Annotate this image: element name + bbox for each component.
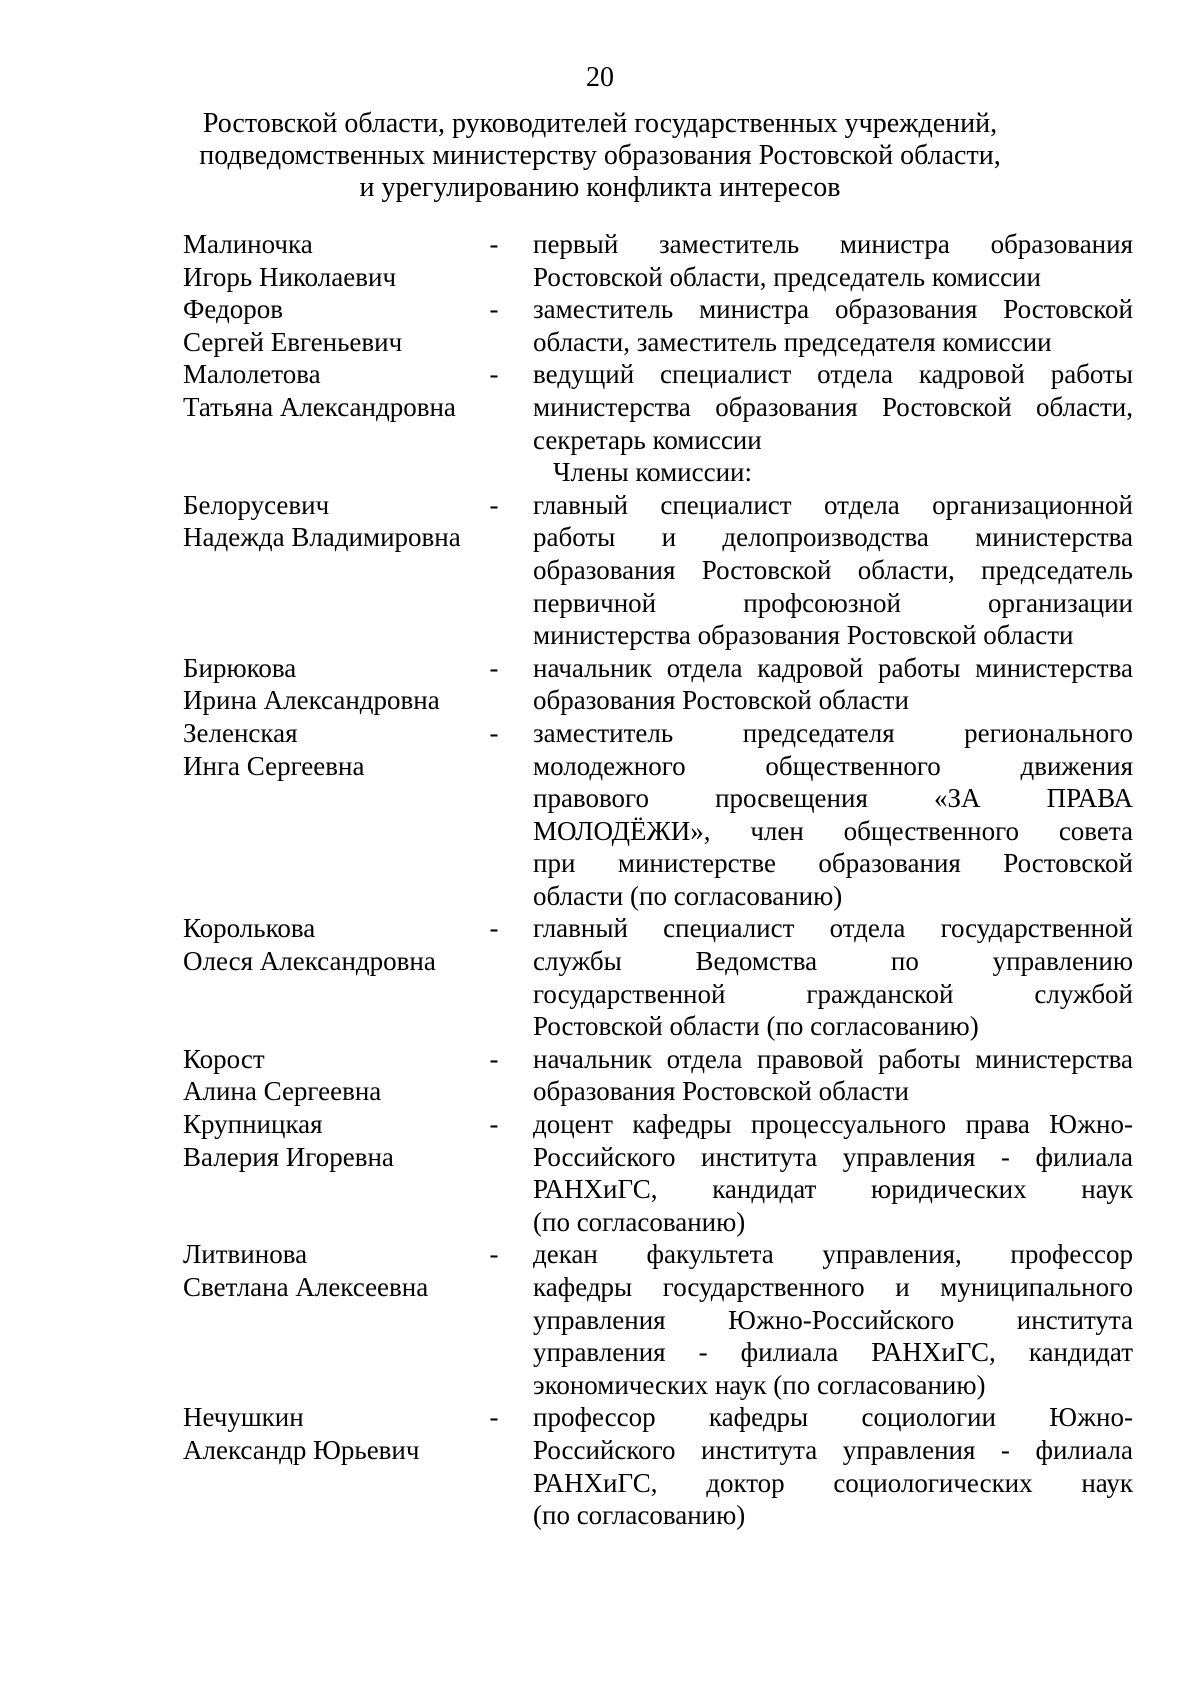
dash-glyph: - [489, 1239, 499, 1270]
position-description [533, 1043, 1133, 1108]
person-name [183, 1108, 483, 1238]
description-line: государственной гражданской службой [533, 978, 1133, 1009]
person-name [183, 912, 483, 1042]
description-line: начальник отдела кадровой работы министерства [533, 652, 1133, 683]
dash-separator [483, 293, 533, 358]
person-name [183, 1401, 483, 1531]
heading-line: и урегулированию конфликта интересов [359, 172, 841, 203]
description-line: Российского института управления - филиала [533, 1434, 1133, 1465]
given-names: Ирина Александровна [183, 685, 440, 716]
surname: Малолетова [183, 359, 321, 390]
position-description [533, 912, 1133, 1042]
surname: Королькова [183, 913, 316, 944]
description-line: (по согласованию) [533, 1500, 746, 1531]
position-description [533, 228, 1133, 293]
surname: Белорусевич [183, 489, 330, 520]
page-number: 20 [586, 62, 614, 93]
description-line: главный специалист отдела государственной [533, 913, 1133, 944]
position-description [533, 1108, 1133, 1238]
person-name [183, 1238, 483, 1401]
surname: Крупницкая [183, 1109, 323, 1140]
description-line: начальник отдела правовой работы министерства [533, 1043, 1133, 1074]
given-names: Олеся Александровна [183, 946, 436, 977]
description-line: управления Южно-Российского института [533, 1304, 1133, 1335]
dash-separator [483, 717, 533, 913]
given-names: Надежда Владимировна [183, 522, 461, 553]
description-line: заместитель председателя регионального [533, 717, 1133, 748]
description-line: профессор кафедры социологии Южно- [533, 1402, 1133, 1433]
dash-separator [483, 358, 533, 456]
commission-entry [183, 358, 1133, 456]
commission-entry [183, 1043, 1133, 1108]
surname: Бирюкова [183, 652, 297, 683]
dash-glyph: - [489, 229, 499, 259]
dash-glyph: - [489, 489, 499, 520]
heading-line: подведомственных министерству образования Ростовской области, [199, 140, 1001, 171]
description-line: области (по согласованию) [533, 880, 843, 911]
person-name [183, 358, 483, 456]
description-line: области, заместитель председателя комиссии [533, 326, 1052, 357]
dash-glyph: - [489, 1109, 499, 1140]
commission-entry [183, 652, 1133, 717]
person-name [183, 293, 483, 358]
position-description [533, 652, 1133, 717]
surname: Нечушкин [183, 1402, 304, 1433]
description-line: доцент кафедры процессуального права Южно- [533, 1109, 1133, 1140]
commission-entry [183, 912, 1133, 1042]
description-line: первичной профсоюзной организации [533, 587, 1133, 618]
leaders-section [183, 228, 1133, 456]
commission-entry [183, 717, 1133, 913]
description-line: экономических наук (по согласованию) [533, 1369, 986, 1400]
dash-separator [483, 1108, 533, 1238]
description-line: образования Ростовской области [533, 685, 909, 716]
description-line: министерства образования Ростовской области [533, 620, 1074, 651]
commission-entry [183, 293, 1133, 358]
commission-list [183, 228, 1133, 1532]
description-line: ведущий специалист отдела кадровой работы [533, 359, 1133, 390]
position-description [533, 717, 1133, 913]
description-line: заместитель министра образования Ростовской [533, 294, 1133, 325]
dash-glyph: - [489, 294, 499, 325]
document-heading [150, 108, 1050, 204]
dash-separator [483, 912, 533, 1042]
description-line: Российского института управления - филиала [533, 1141, 1133, 1172]
position-description [533, 293, 1133, 358]
dash-separator [483, 228, 533, 293]
description-line: управления - филиала РАНХиГС, кандидат [533, 1337, 1133, 1368]
commission-entry [183, 228, 1133, 293]
description-line: РАНХиГС, кандидат юридических наук [533, 1174, 1133, 1205]
person-name [183, 1043, 483, 1108]
given-names: Сергей Евгеньевич [183, 326, 403, 357]
dash-glyph: - [489, 913, 499, 944]
person-name [183, 228, 483, 293]
dash-glyph: - [489, 359, 499, 390]
commission-entry [183, 1401, 1133, 1531]
dash-separator [483, 1043, 533, 1108]
surname: Федоров [183, 294, 283, 325]
commission-entry [183, 1108, 1133, 1238]
description-line: молодежного общественного движения [533, 750, 1133, 781]
dash-glyph: - [489, 1402, 499, 1433]
dash-glyph: - [489, 652, 499, 683]
given-names: Валерия Игоревна [183, 1141, 394, 1172]
description-line: секретарь комиссии [533, 424, 762, 455]
dash-separator [483, 489, 533, 652]
commission-entry [183, 489, 1133, 652]
description-line: работы и делопроизводства министерства [533, 522, 1133, 553]
description-line: министерства образования Ростовской области, [533, 391, 1133, 422]
description-line: Ростовской области, председатель комиссии [533, 261, 1041, 292]
description-line: кафедры государственного и муниципального [533, 1272, 1133, 1302]
commission-entry [183, 1238, 1133, 1401]
description-line: образования Ростовской области [533, 1076, 909, 1107]
description-line: Ростовской области (по согласованию) [533, 1011, 979, 1042]
surname: Корост [183, 1043, 265, 1074]
description-line: службы Ведомства по управлению [533, 946, 1133, 977]
given-names: Инга Сергеевна [183, 750, 365, 781]
given-names: Татьяна Александровна [183, 391, 456, 422]
person-name [183, 717, 483, 913]
person-name [183, 489, 483, 652]
position-description [533, 489, 1133, 652]
description-line: РАНХиГС, доктор социологических наук [533, 1467, 1133, 1498]
description-line: при министерстве образования Ростовской [533, 848, 1133, 879]
description-line: декан факультета управления, профессор [533, 1239, 1133, 1270]
given-names: Игорь Николаевич [183, 261, 397, 292]
given-names: Светлана Алексеевна [183, 1272, 429, 1302]
dash-glyph: - [489, 717, 499, 748]
person-name [183, 652, 483, 717]
description-line: (по согласованию) [533, 1206, 746, 1237]
dash-glyph: - [489, 1043, 499, 1074]
dash-separator [483, 652, 533, 717]
description-line: образования Ростовской области, председатель [533, 554, 1133, 585]
position-description [533, 1238, 1133, 1401]
surname: Зеленская [183, 717, 298, 748]
surname: Литвинова [183, 1239, 308, 1270]
description-line: первый заместитель министра образования [533, 229, 1133, 259]
given-names: Алина Сергеевна [183, 1076, 382, 1107]
surname: Малиночка [183, 229, 313, 259]
position-description [533, 1401, 1133, 1531]
dash-separator [483, 1401, 533, 1531]
position-description [533, 358, 1133, 456]
heading-line: Ростовской области, руководителей государственных учреждений, [202, 108, 998, 139]
given-names: Александр Юрьевич [183, 1434, 420, 1465]
members-section [183, 489, 1133, 1532]
dash-separator [483, 1238, 533, 1401]
description-line: МОЛОДЁЖИ», член общественного совета [533, 815, 1133, 846]
description-line: правового просвещения «ЗА ПРАВА [533, 783, 1133, 814]
members-heading: Члены комиссии: [553, 457, 752, 488]
description-line: главный специалист отдела организационной [533, 489, 1133, 520]
